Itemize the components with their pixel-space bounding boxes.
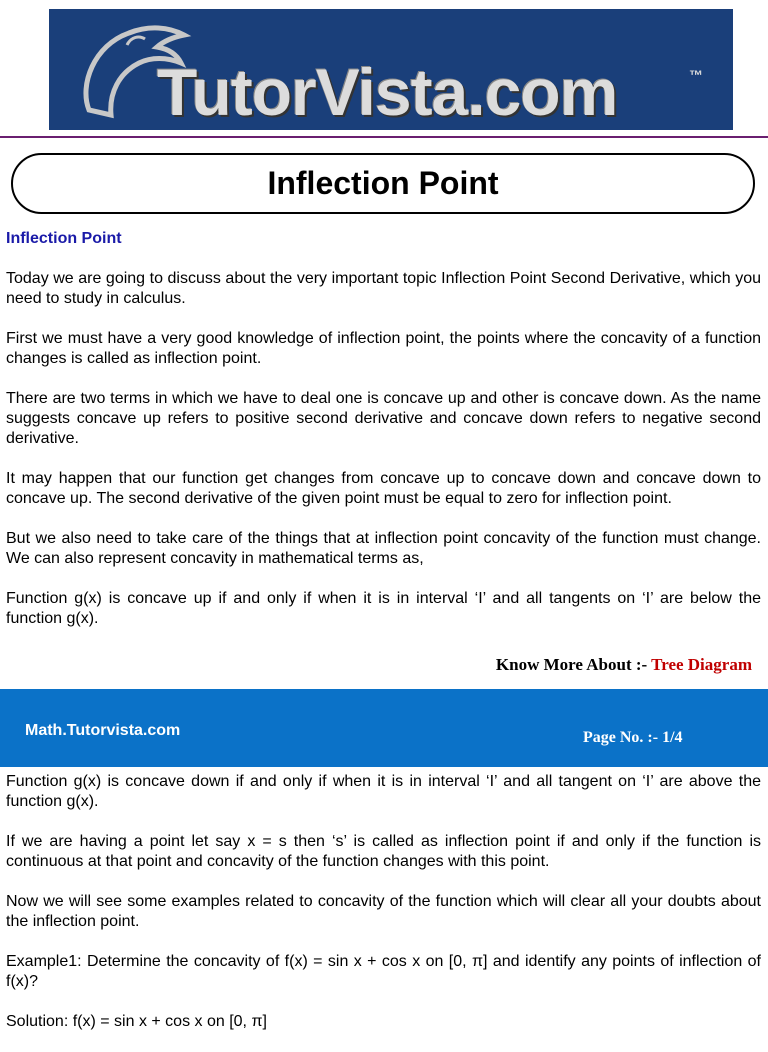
page-number: Page No. :- 1/4	[583, 729, 683, 746]
paragraph: There are two terms in which we have to deal one is concave up and other is concave down. As the name suggests concave up refers to positive second derivative and concave down refers to negative second derivative.	[6, 390, 761, 447]
paragraph: First we must have a very good knowledge of inflection point, the points where the concavity of a function changes is called as inflection point.	[6, 330, 761, 367]
tree-diagram-link[interactable]: Tree Diagram	[651, 655, 752, 674]
page-title: Inflection Point	[267, 165, 499, 201]
content-page-2	[6, 772, 761, 1052]
page-footer	[0, 689, 768, 767]
footer-site-link[interactable]: Math.Tutorvista.com	[25, 722, 181, 739]
paragraph: Function g(x) is concave down if and only if when it is in interval ‘I’ and all tangent on ‘I’ are above the function g(x).	[6, 773, 761, 810]
header-divider	[0, 136, 768, 138]
paragraph: But we also need to take care of the things that at inflection point concavity of the function must change. We can also represent concavity in mathematical terms as,	[6, 530, 761, 567]
tutorvista-logo-banner[interactable]	[49, 9, 733, 130]
know-more-line	[496, 655, 752, 675]
paragraph: If we are having a point let say x = s then ‘s’ is called as inflection point if and only if the function is continuous at that point and concavity of the function changes with this point.	[6, 833, 761, 870]
paragraph: Now we will see some examples related to concavity of the function which will clear all your doubts about the inflection point.	[6, 893, 761, 930]
content-page-1	[6, 229, 761, 649]
paragraph: Today we are going to discuss about the very important topic Inflection Point Second Derivative, which you need to study in calculus.	[6, 270, 761, 307]
paragraph: It may happen that our function get changes from concave up to concave down and concave down to concave up. The second derivative of the given point must be equal to zero for inflection point.	[6, 470, 761, 507]
logo-text: TutorVista.com	[157, 55, 618, 129]
title-box	[11, 153, 755, 214]
section-heading: Inflection Point	[6, 230, 122, 247]
paragraph: Example1: Determine the concavity of f(x) = sin x + cos x on [0, π] and identify any points of inflection of f(x)?	[6, 953, 761, 990]
know-more-prefix: Know More About :-	[495, 655, 652, 674]
paragraph: Solution: f(x) = sin x + cos x on [0, π]	[6, 1013, 267, 1030]
trademark-symbol: ™	[689, 67, 703, 83]
paragraph: Function g(x) is concave up if and only if when it is in interval ‘I’ and all tangents on ‘I’ are below the function g(x).	[6, 590, 761, 627]
